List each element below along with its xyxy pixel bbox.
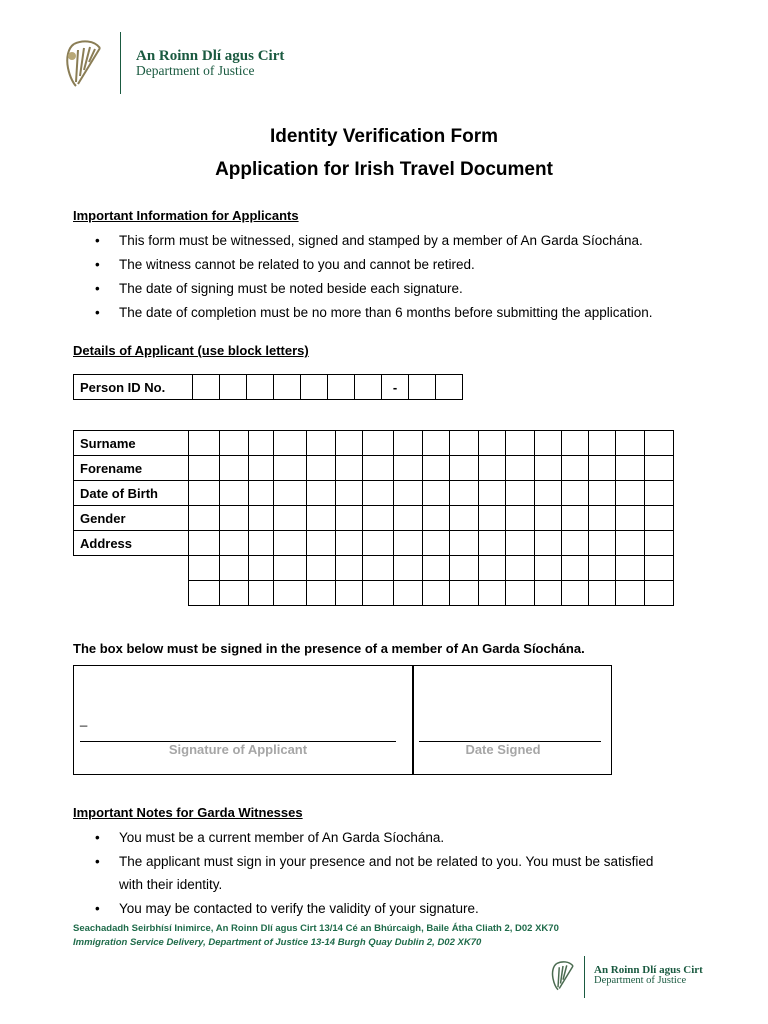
list-item: • The applicant must sign in your presence and not be related to you. You must be satisfied: [95, 854, 654, 869]
input-cell[interactable]: [479, 431, 506, 456]
bullet-icon: •: [95, 901, 100, 916]
input-cell[interactable]: [423, 431, 450, 456]
input-cell[interactable]: [307, 456, 336, 481]
applicant-signature-box[interactable]: [73, 665, 414, 775]
input-cell[interactable]: [589, 431, 616, 456]
bullet-icon: •: [95, 854, 100, 869]
input-cell[interactable]: [450, 431, 479, 456]
input-cell[interactable]: [535, 531, 562, 556]
input-cell[interactable]: [189, 481, 220, 506]
person-id-cell[interactable]: [409, 375, 436, 400]
input-cell[interactable]: [274, 531, 307, 556]
input-cell[interactable]: [274, 506, 307, 531]
input-cell[interactable]: [189, 431, 220, 456]
input-cell[interactable]: [479, 481, 506, 506]
input-cell[interactable]: [506, 481, 535, 506]
input-cell[interactable]: [363, 556, 394, 581]
bullet-icon: •: [95, 257, 100, 272]
bullet-icon: •: [95, 281, 100, 296]
input-cell[interactable]: [616, 581, 645, 606]
input-cell[interactable]: [562, 531, 589, 556]
harp-logo-icon: [548, 956, 578, 996]
form-subtitle: Application for Irish Travel Document: [215, 159, 553, 180]
person-id-cell[interactable]: [274, 375, 301, 400]
input-cell[interactable]: [363, 431, 394, 456]
person-id-cell[interactable]: [436, 375, 463, 400]
input-cell[interactable]: [220, 456, 249, 481]
input-cell[interactable]: [645, 506, 674, 531]
input-cell[interactable]: [589, 506, 616, 531]
input-cell[interactable]: [249, 456, 274, 481]
input-cell[interactable]: [645, 556, 674, 581]
input-cell[interactable]: [307, 531, 336, 556]
input-cell[interactable]: [616, 456, 645, 481]
footer-divider: [584, 956, 585, 998]
input-cell[interactable]: [394, 456, 423, 481]
input-cell[interactable]: [249, 481, 274, 506]
input-cell[interactable]: [479, 556, 506, 581]
input-cell[interactable]: [336, 431, 363, 456]
table-row: [74, 581, 674, 606]
input-cell[interactable]: [506, 581, 535, 606]
empty-label-cell: [74, 556, 189, 581]
input-cell[interactable]: [616, 531, 645, 556]
harp-logo-icon: [60, 38, 108, 90]
input-cell[interactable]: [274, 581, 307, 606]
person-id-separator: -: [382, 375, 409, 400]
input-cell[interactable]: [589, 581, 616, 606]
input-cell[interactable]: [220, 506, 249, 531]
input-cell[interactable]: [479, 456, 506, 481]
input-cell[interactable]: [336, 531, 363, 556]
input-cell[interactable]: [535, 581, 562, 606]
person-id-cell[interactable]: [328, 375, 355, 400]
input-cell[interactable]: [189, 531, 220, 556]
input-cell[interactable]: [336, 506, 363, 531]
input-cell[interactable]: [307, 581, 336, 606]
person-id-cell[interactable]: [355, 375, 382, 400]
list-item: • You must be a current member of An Garda Síochána.: [95, 830, 445, 845]
person-id-cell[interactable]: [193, 375, 220, 400]
input-cell[interactable]: [363, 531, 394, 556]
input-cell[interactable]: [220, 481, 249, 506]
input-cell[interactable]: [645, 431, 674, 456]
input-cell[interactable]: [336, 456, 363, 481]
input-cell[interactable]: [274, 456, 307, 481]
input-cell[interactable]: [394, 481, 423, 506]
input-cell[interactable]: [645, 456, 674, 481]
input-cell[interactable]: [589, 481, 616, 506]
input-cell[interactable]: [394, 556, 423, 581]
input-cell[interactable]: [394, 531, 423, 556]
person-id-table: [73, 374, 463, 400]
input-cell[interactable]: [394, 431, 423, 456]
input-cell[interactable]: [535, 506, 562, 531]
list-item-continuation: with their identity.: [119, 877, 223, 892]
input-cell[interactable]: [616, 506, 645, 531]
input-cell[interactable]: [307, 481, 336, 506]
list-item: • You may be contacted to verify the validity of your signature.: [95, 901, 479, 916]
input-cell[interactable]: [479, 531, 506, 556]
input-cell[interactable]: [645, 531, 674, 556]
header-divider: [120, 32, 121, 94]
input-cell[interactable]: [249, 531, 274, 556]
table-row: [74, 431, 674, 456]
table-row: [74, 481, 674, 506]
input-cell[interactable]: [307, 556, 336, 581]
input-cell[interactable]: [307, 431, 336, 456]
input-cell[interactable]: [220, 531, 249, 556]
input-cell[interactable]: [220, 556, 249, 581]
input-cell[interactable]: [616, 556, 645, 581]
input-cell[interactable]: [249, 581, 274, 606]
input-cell[interactable]: [589, 556, 616, 581]
input-cell[interactable]: [220, 431, 249, 456]
input-cell[interactable]: [220, 581, 249, 606]
input-cell[interactable]: [535, 481, 562, 506]
input-cell[interactable]: [363, 581, 394, 606]
signature-mark: _: [80, 712, 88, 727]
list-item: • The witness cannot be related to you and cannot be retired.: [95, 257, 475, 272]
input-cell[interactable]: [189, 506, 220, 531]
input-cell[interactable]: [336, 481, 363, 506]
field-label: Address: [74, 531, 189, 556]
input-cell[interactable]: [423, 531, 450, 556]
person-id-cell[interactable]: [301, 375, 328, 400]
form-title: Identity Verification Form: [269, 126, 499, 147]
input-cell[interactable]: [535, 431, 562, 456]
person-id-label: Person ID No.: [74, 375, 193, 400]
table-row: [74, 506, 674, 531]
input-cell[interactable]: [645, 481, 674, 506]
header-dept-irish: An Roinn Dlí agus Cirt: [136, 48, 285, 64]
signature-caption: Signature of Applicant: [168, 742, 308, 757]
important-info-heading: Important Information for Applicants: [73, 208, 299, 223]
input-cell[interactable]: [506, 506, 535, 531]
input-cell[interactable]: [479, 506, 506, 531]
input-cell[interactable]: [562, 581, 589, 606]
footer-dept-irish: An Roinn Dlí agus Cirt: [594, 964, 703, 976]
input-cell[interactable]: [394, 581, 423, 606]
table-row: [74, 531, 674, 556]
input-cell[interactable]: [363, 481, 394, 506]
applicant-details-table: [73, 430, 674, 606]
footer-dept-english: Department of Justice: [594, 975, 687, 986]
input-cell[interactable]: [336, 581, 363, 606]
input-cell[interactable]: [336, 556, 363, 581]
input-cell[interactable]: [562, 456, 589, 481]
input-cell[interactable]: [479, 581, 506, 606]
input-cell[interactable]: [450, 556, 479, 581]
table-row: [74, 456, 674, 481]
bullet-icon: •: [95, 305, 100, 320]
footer-english-address: Immigration Service Delivery, Department of Justice 13-14 Burgh Quay Dublin 2, D02 XK70: [73, 937, 482, 948]
date-caption: Date Signed: [465, 742, 541, 757]
input-cell[interactable]: [562, 431, 589, 456]
input-cell[interactable]: [589, 531, 616, 556]
input-cell[interactable]: [450, 506, 479, 531]
input-cell[interactable]: [589, 456, 616, 481]
table-row: [74, 556, 674, 581]
input-cell[interactable]: [423, 481, 450, 506]
bullet-icon: •: [95, 233, 100, 248]
input-cell[interactable]: [562, 481, 589, 506]
input-cell[interactable]: [307, 506, 336, 531]
input-cell[interactable]: [249, 506, 274, 531]
person-id-cell[interactable]: [220, 375, 247, 400]
input-cell[interactable]: [394, 506, 423, 531]
input-cell[interactable]: [616, 431, 645, 456]
input-cell[interactable]: [423, 556, 450, 581]
input-cell[interactable]: [423, 506, 450, 531]
field-label: Date of Birth: [74, 481, 189, 506]
input-cell[interactable]: [363, 456, 394, 481]
person-id-cell[interactable]: [247, 375, 274, 400]
input-cell[interactable]: [274, 556, 307, 581]
input-cell[interactable]: [189, 556, 220, 581]
field-label: Surname: [74, 431, 189, 456]
input-cell[interactable]: [249, 431, 274, 456]
empty-label-cell: [74, 581, 189, 606]
field-label: Forename: [74, 456, 189, 481]
field-label: Gender: [74, 506, 189, 531]
input-cell[interactable]: [423, 581, 450, 606]
bullet-icon: •: [95, 830, 100, 845]
signature-instruction: The box below must be signed in the presence of a member of An Garda Síochána.: [73, 641, 585, 656]
garda-notes-heading: Important Notes for Garda Witnesses: [73, 805, 303, 820]
input-cell[interactable]: [506, 556, 535, 581]
input-cell[interactable]: [535, 556, 562, 581]
input-cell[interactable]: [189, 581, 220, 606]
list-item: • This form must be witnessed, signed and stamped by a member of An Garda Síochána.: [95, 233, 643, 248]
input-cell[interactable]: [450, 531, 479, 556]
input-cell[interactable]: [363, 506, 394, 531]
input-cell[interactable]: [274, 481, 307, 506]
applicant-details-heading: Details of Applicant (use block letters): [73, 343, 309, 358]
input-cell[interactable]: [506, 431, 535, 456]
input-cell[interactable]: [535, 456, 562, 481]
footer-irish-address: Seachadadh Seirbhísí Inimirce, An Roinn Dlí agus Cirt 13/14 Cé an Bhúrcaigh, Baile Átha Cliath 2, D02 XK70: [73, 923, 559, 934]
input-cell[interactable]: [189, 456, 220, 481]
input-cell[interactable]: [506, 456, 535, 481]
input-cell[interactable]: [645, 581, 674, 606]
input-cell[interactable]: [506, 531, 535, 556]
list-item: • The date of completion must be no more than 6 months before submitting the application.: [95, 305, 653, 320]
input-cell[interactable]: [616, 481, 645, 506]
input-cell[interactable]: [562, 556, 589, 581]
input-cell[interactable]: [562, 506, 589, 531]
input-cell[interactable]: [450, 456, 479, 481]
input-cell[interactable]: [450, 481, 479, 506]
input-cell[interactable]: [274, 431, 307, 456]
input-cell[interactable]: [249, 556, 274, 581]
input-cell[interactable]: [423, 456, 450, 481]
date-signed-box[interactable]: [412, 665, 612, 775]
header-dept-english: Department of Justice: [136, 63, 255, 78]
input-cell[interactable]: [450, 581, 479, 606]
list-item: • The date of signing must be noted beside each signature.: [95, 281, 463, 296]
